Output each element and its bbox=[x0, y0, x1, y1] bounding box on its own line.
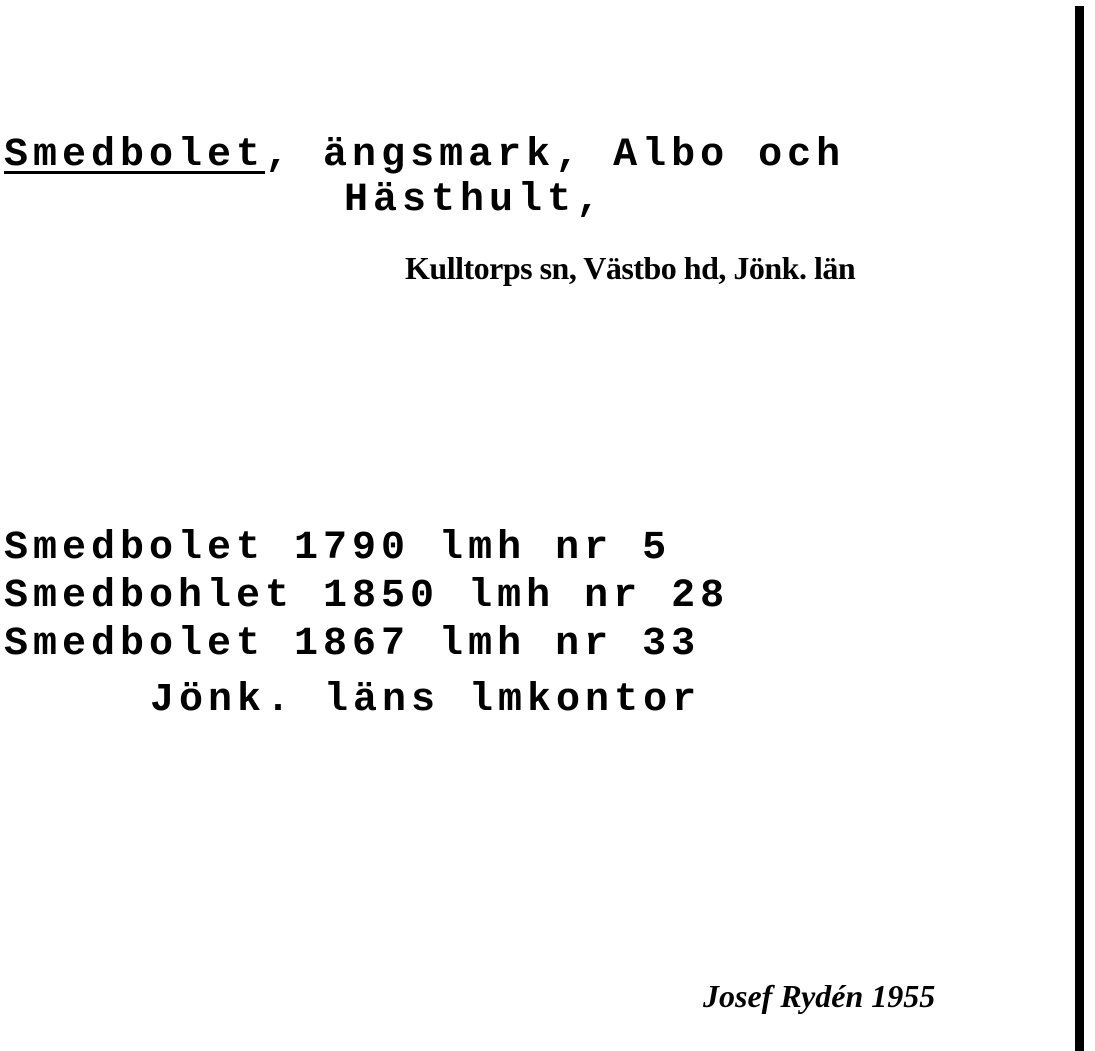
record-line: Smedbolet 1867 lmh nr 33 bbox=[4, 622, 701, 667]
heading-line-2: Hästhult, bbox=[344, 178, 606, 223]
location-line: Kulltorps sn, Västbo hd, Jönk. län bbox=[405, 250, 856, 286]
headword: Smedbolet bbox=[4, 133, 266, 178]
signature: Josef Rydén 1955 bbox=[703, 978, 936, 1014]
record-line: Smedbohlet 1850 lmh nr 28 bbox=[4, 574, 730, 619]
record-list bbox=[4, 525, 729, 669]
office-line: Jönk. läns lmkontor bbox=[150, 678, 702, 723]
heading-line-1 bbox=[4, 133, 845, 178]
heading-description: , ängsmark, Albo och bbox=[265, 133, 846, 178]
card-edge-line bbox=[1075, 6, 1084, 1051]
record-line: Smedbolet 1790 lmh nr 5 bbox=[4, 526, 672, 571]
